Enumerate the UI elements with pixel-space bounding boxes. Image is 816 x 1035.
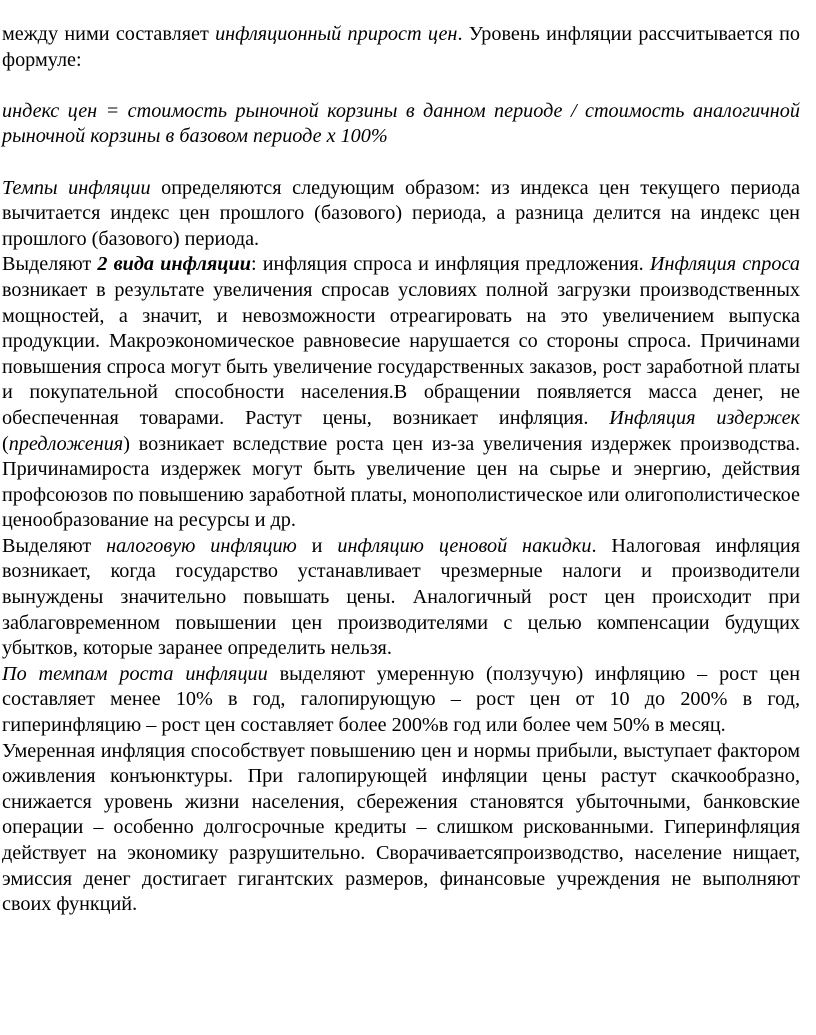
term-growth-rates: По темпам роста инфляции (2, 662, 268, 685)
text: возникает в результате увеличения спросав условиях полной загрузки производственных мощностей, а значит, и невозможности отреагировать на это увеличением выпуска продукции. Макроэкономическое равновесие нарушается со стороны спроса. Причинами повышения спроса могут быть увеличение государственных заказов, рост заработной платы и покупательной способности населения.В обращении появляется масса денег, не обеспеченная товарами. Растут цены, возникает инфляция. (2, 278, 800, 429)
term-supply: предложения (8, 432, 124, 455)
spacer (2, 73, 800, 99)
paragraph-tax-inflation (2, 534, 800, 662)
text: определяются следующим образом: из индекса цен текущего периода вычитается индекс цен прошлого (базового) периода, а разница делится на индекс цен прошлого (базового) периода. (2, 176, 800, 250)
paragraph-growth-rates (2, 662, 800, 739)
term-cost-inflation: Инфляция издержек (609, 406, 800, 429)
formula-text: индекс цен = стоимость рыночной корзины в данном периоде / стоимость аналогичной рыночной корзины в базовом периоде х 100% (2, 99, 800, 148)
term-demand-inflation: Инфляция спроса (649, 253, 800, 276)
text: выделяют умеренную (ползучую) инфляцию – рост цен составляет менее 10% в год, галопирующую – рост цен от 10 до 200% в год, гиперинфляцию – рост цен составляет более 200%в год или более чем 50% в месяц. (2, 662, 800, 737)
paragraph-inflation-rate (2, 176, 800, 253)
term-inflation-rate: Темпы инфляции (2, 176, 151, 199)
text: . Налоговая инфляция возникает, когда государство устанавливает чрезмерные налоги и производители вынуждены значительно повышать цены. Аналогичный рост цен происходит при заблаговременном повышении цен производителями с целью компенсации будущих убытков, которые заранее определить нельзя. (2, 534, 800, 660)
paragraph-moderate-inflation: Умеренная инфляция способствует повышению цен и нормы прибыли, выступает фактором оживления конъюнктуры. При галопирующей инфляции цены растут скачкообразно, снижается уровень жизни населения, сбережения становятся убыточными, банковские операции – особенно долгосрочные кредиты – слишком рискованными. Гиперинфляция действует на экономику разрушительно. Сворачиваетсяпроизводство, население нищает, эмиссия денег достигает гигантских размеров, финансовые учреждения не выполняют своих функций. (2, 739, 800, 916)
term-two-types (97, 253, 251, 275)
text: . Уровень инфляции рассчитывается по формуле: (2, 23, 801, 71)
text: : инфляция спроса и инфляция предложения. (250, 253, 650, 276)
text: ) возникает вследствие роста цен из-за увеличения издержек производства. Причинамироста издержек могут быть увеличение цен на сырье и энергию, действия профсоюзов по повышению заработной платы, монополистическое или олигополистическое ценообразование на ресурсы и др. (2, 432, 800, 532)
term-markup-inflation: инфляцию ценовой накидки (337, 534, 592, 557)
spacer (2, 150, 800, 176)
paragraph-inflation-growth (2, 22, 800, 73)
term-tax-inflation: налоговую инфляцию (106, 534, 297, 557)
term-inflation-growth: инфляционный прирост цен (215, 23, 458, 45)
formula (2, 99, 800, 150)
text: между ними составляет (2, 23, 216, 45)
term-two-types-text: 2 вида инфляции (97, 253, 251, 276)
text: Выделяют (2, 253, 98, 276)
text: Выделяют (2, 534, 107, 557)
text: ( (2, 432, 9, 455)
paragraph-inflation-types (2, 252, 800, 534)
text: и (296, 534, 338, 557)
